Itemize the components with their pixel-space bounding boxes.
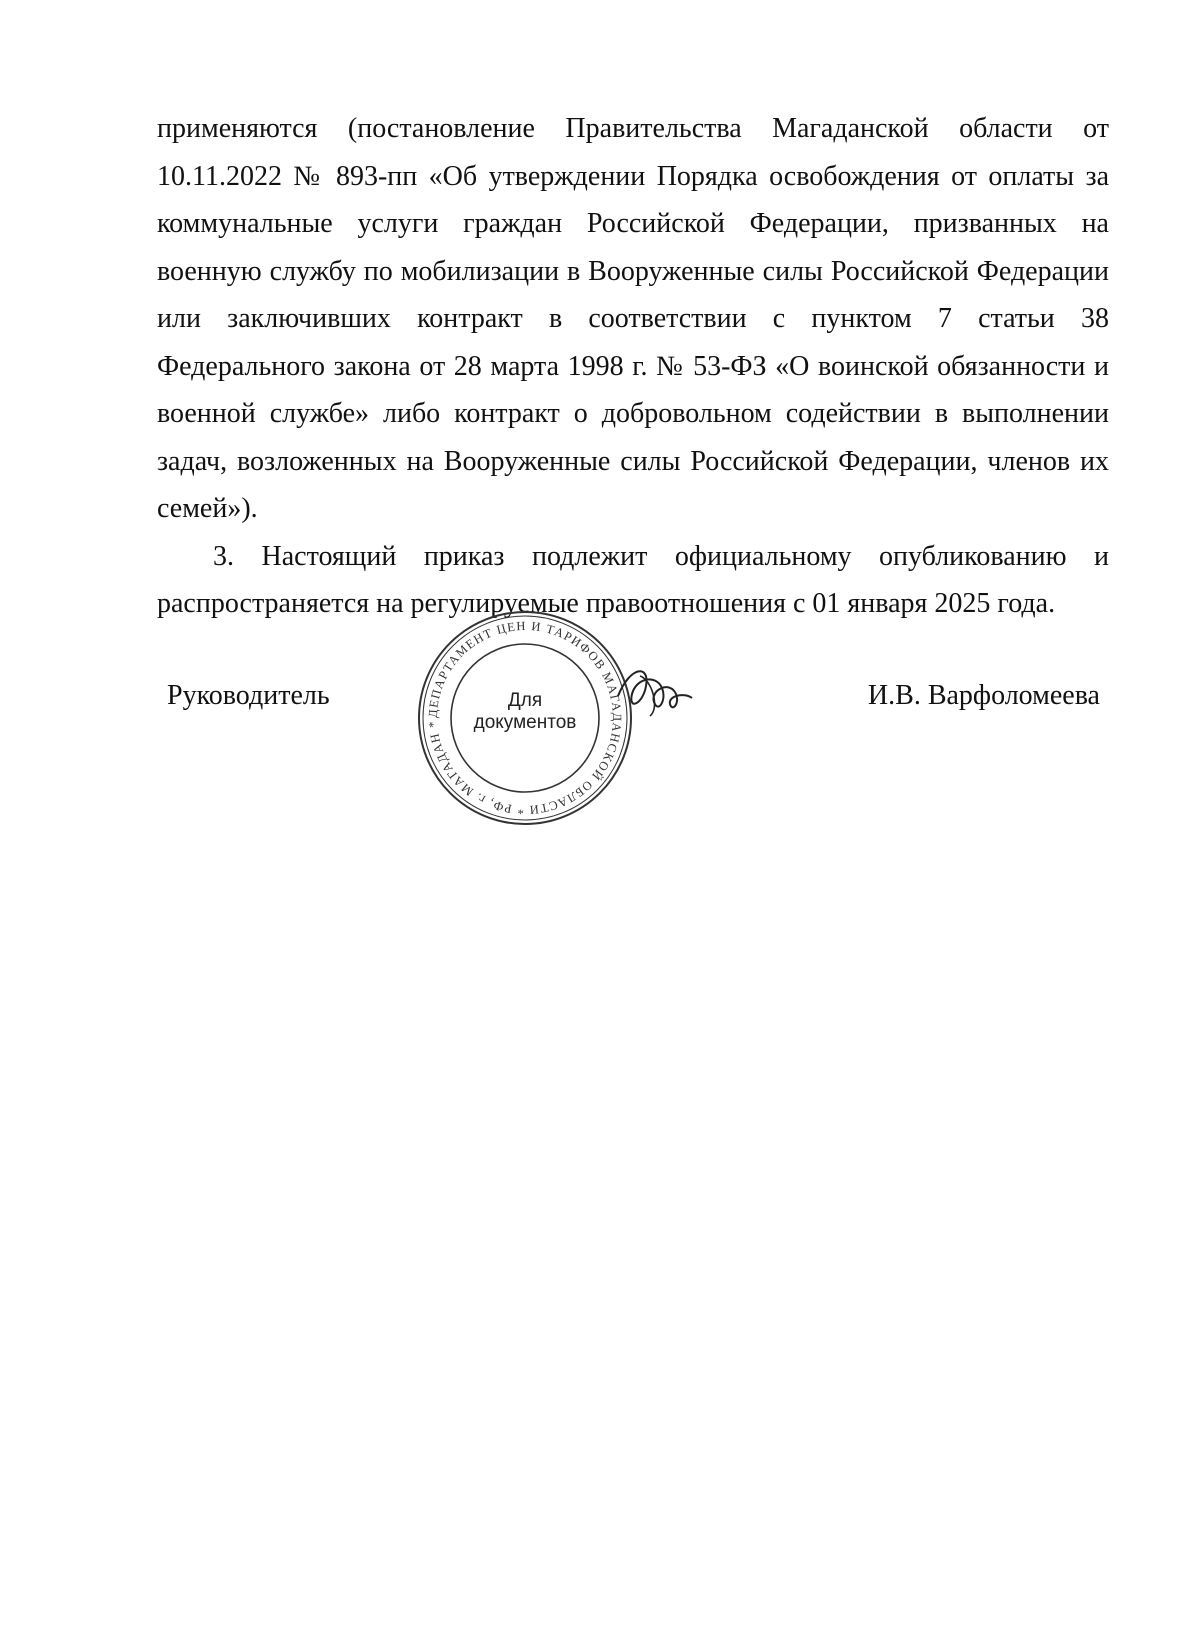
stamp-center-text	[415, 690, 635, 734]
handwritten-signature	[610, 656, 700, 726]
signatory-role: Руководитель	[167, 680, 330, 711]
signature-block	[0, 600, 1200, 840]
paragraph-continuation: применяются (постановление Правительства Магаданской области от 10.11.2022 № 893-пп «Об утверждении Порядка освобождения от оплаты за коммунальные услуги граждан Российской Федерации, призванных на военную службу по мобилизации в Вооруженные силы Российской Федерации или заключивших контракт в соответствии с пунктом 7 статьи 38 Федерального закона от 28 марта 1998 г. № 53-ФЗ «О воинской обязанности и военной службе» либо контракт о добровольном содействии в выполнении задач, возложенных на Вооруженные силы Российской Федерации, членов их семей»).	[157, 113, 1109, 524]
signatory-name: И.В. Варфоломеева	[867, 680, 1100, 711]
document-body	[157, 105, 1109, 628]
stamp-center-line-1: Для	[507, 690, 543, 711]
paragraph-3: 3. Настоящий приказ подлежит официальному опубликованию и распространяется на регулируемые правоотношения с 01 января 2025 года.	[157, 540, 1109, 619]
signature-icon	[610, 656, 700, 726]
official-stamp	[415, 608, 635, 828]
stamp-center-line-2: документов	[473, 712, 577, 733]
stamp-ring-text: ДЕПАРТАМЕНТ ЦЕН И ТАРИФОВ МАГАДАНСКОЙ ОБЛАСТИ * РФ, г. МАГАДАН *	[425, 618, 625, 818]
